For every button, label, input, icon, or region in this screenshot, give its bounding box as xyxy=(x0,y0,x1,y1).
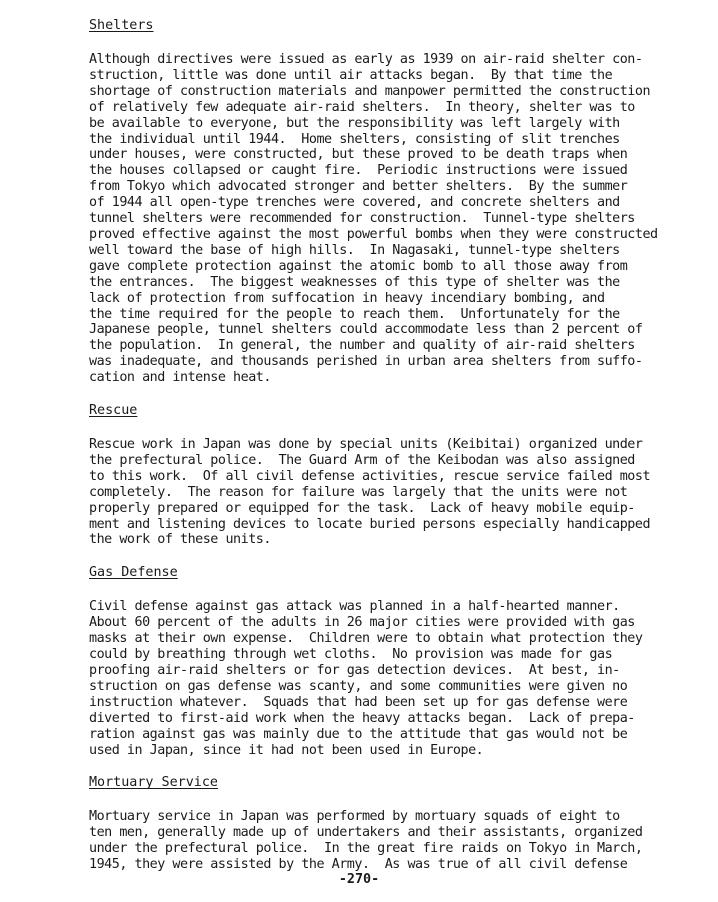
text-line: be available to everyone, but the responsibility was left largely with xyxy=(89,115,620,131)
section-paragraph xyxy=(89,599,674,758)
text-line: ten men, generally made up of undertakers and their assistants, organized xyxy=(89,825,643,841)
text-line: used in Japan, since it had not been used in Europe. xyxy=(89,742,484,758)
page-number: -270- xyxy=(338,872,380,887)
section-heading: Shelters xyxy=(89,18,154,33)
text-line: gave complete protection against the atomic bomb to all those away from xyxy=(89,258,628,274)
text-line: shortage of construction materials and manpower permitted the construction xyxy=(89,83,651,99)
section-heading: Mortuary Service xyxy=(89,775,218,791)
text-line: struction on gas defense was scanty, and some communities were given no xyxy=(89,678,628,694)
text-line: cation and intense heat. xyxy=(89,370,271,386)
text-line: Japanese people, tunnel shelters could accommodate less than 2 percent of xyxy=(89,322,643,338)
section-paragraph xyxy=(89,809,674,873)
text-line: the individual until 1944. Home shelters, consisting of slit trenches xyxy=(89,131,620,147)
text-line: of 1944 all open-type trenches were covered, and concrete shelters and xyxy=(89,195,620,211)
text-line: the entrances. The biggest weaknesses of this type of shelter was the xyxy=(89,274,620,290)
text-line: diverted to first-aid work when the heavy attacks began. Lack of prepa- xyxy=(89,710,635,726)
text-line: could by breathing through wet cloths. No provision was made for gas xyxy=(89,647,613,663)
section-heading: Rescue xyxy=(89,403,138,419)
section-mortuary-service xyxy=(89,775,674,873)
text-line: Rescue work in Japan was done by special units (Keibitai) organized under xyxy=(89,437,643,453)
text-line: struction, little was done until air attacks began. By that time the xyxy=(89,67,613,83)
text-line: About 60 percent of the adults in 26 major cities were provided with gas xyxy=(89,615,635,631)
text-line: was inadequate, and thousands perished in urban area shelters from suffo- xyxy=(89,354,643,370)
text-line: to this work. Of all civil defense activities, rescue service failed most xyxy=(89,468,651,484)
text-line: Mortuary service in Japan was performed by mortuary squads of eight to xyxy=(89,809,620,825)
text-line: proofing air-raid shelters or for gas detection devices. At best, in- xyxy=(89,663,620,678)
text-line: the work of these units. xyxy=(89,532,271,548)
text-line: 1945, they were assisted by the Army. As was true of all civil defense xyxy=(89,857,628,873)
section-paragraph xyxy=(89,52,674,386)
text-line: of relatively few adequate air-raid shelters. In theory, shelter was to xyxy=(89,99,635,115)
text-line: under the prefectural police. In the great fire raids on Tokyo in March, xyxy=(89,841,643,857)
text-line: under houses, were constructed, but these proved to be death traps when xyxy=(89,147,628,163)
text-line: instruction whatever. Squads that had been set up for gas defense were xyxy=(89,694,628,710)
section-shelters xyxy=(89,18,674,386)
text-line: the population. In general, the number and quality of air-raid shelters xyxy=(89,338,635,354)
section-gas-defense xyxy=(89,565,674,758)
text-line: lack of protection from suffocation in heavy incendiary bombing, and xyxy=(89,290,605,306)
section-heading: Gas Defense xyxy=(89,565,178,581)
text-line: from Tokyo which advocated stronger and better shelters. By the summer xyxy=(89,179,628,195)
text-line: tunnel shelters were recommended for construction. Tunnel-type shelters xyxy=(89,211,635,227)
text-line: properly prepared or equipped for the task. Lack of heavy mobile equip- xyxy=(89,500,635,516)
text-line: the time required for the people to reach them. Unfortunately for the xyxy=(89,306,620,322)
text-line: masks at their own expense. Children were to obtain what protection they xyxy=(89,631,643,647)
text-line: completely. The reason for failure was largely that the units were not xyxy=(89,484,628,500)
section-paragraph xyxy=(89,437,674,548)
text-line: the prefectural police. The Guard Arm of the Keibodan was also assigned xyxy=(89,452,635,468)
text-line: ment and listening devices to locate buried persons especially handicapped xyxy=(89,516,651,532)
document-page xyxy=(89,18,674,890)
section-rescue xyxy=(89,403,674,548)
text-line: Civil defense against gas attack was planned in a half-hearted manner. xyxy=(89,599,620,615)
text-line: Although directives were issued as early as 1939 on air-raid shelter con- xyxy=(89,52,643,67)
text-line: proved effective against the most powerful bombs when they were constructed xyxy=(89,226,658,242)
text-line: well toward the base of high hills. In Nagasaki, tunnel-type shelters xyxy=(89,242,620,258)
text-line: ration against gas was mainly due to the attitude that gas would not be xyxy=(89,726,628,742)
text-line: the houses collapsed or caught fire. Periodic instructions were issued xyxy=(89,163,628,179)
